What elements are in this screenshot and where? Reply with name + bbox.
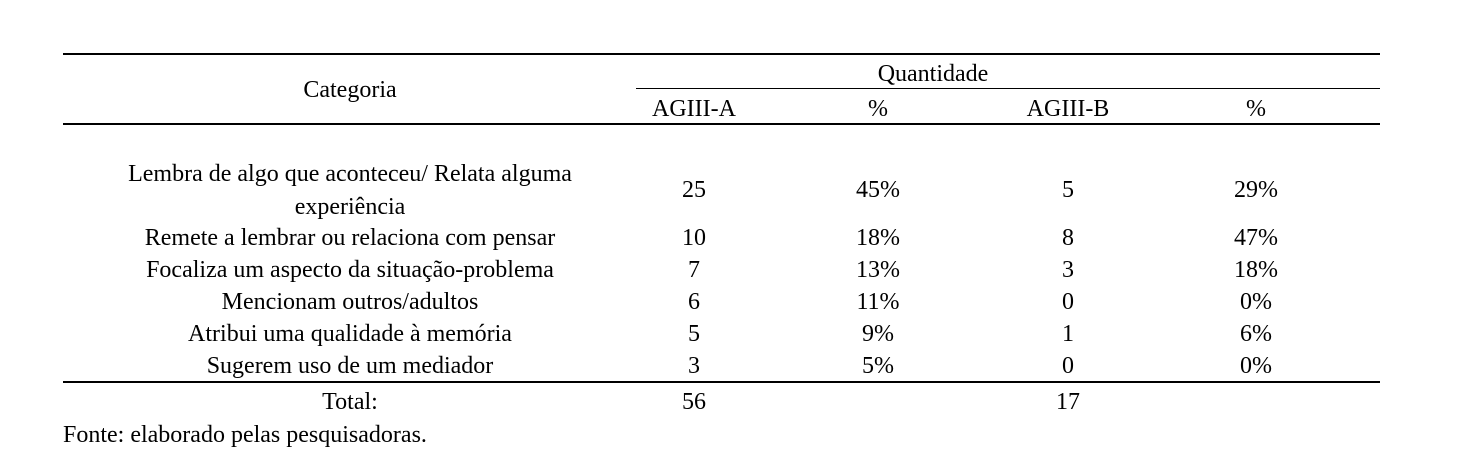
row-pct-b: 29% [1234, 177, 1278, 203]
total-label: Total: [322, 389, 378, 415]
source-note: Fonte: elaborado pelas pesquisadoras. [63, 422, 427, 448]
header-pct-b: % [1246, 96, 1266, 122]
row-category-cont: experiência [294, 194, 406, 220]
row-pct-a: 9% [862, 321, 894, 347]
row-pct-b: 0% [1240, 289, 1272, 315]
row-agiii-a: 5 [688, 321, 700, 347]
row-pct-a: 45% [856, 177, 900, 203]
header-categoria: Categoria [303, 77, 397, 103]
total-rule [63, 381, 1380, 383]
header-pct-a: % [868, 96, 888, 122]
row-pct-b: 47% [1234, 225, 1278, 251]
row-agiii-a: 10 [682, 225, 706, 251]
row-agiii-b: 0 [1062, 353, 1074, 379]
row-pct-a: 11% [856, 289, 900, 315]
header-bottom-rule [63, 123, 1380, 125]
row-agiii-b: 5 [1062, 177, 1074, 203]
row-agiii-a: 7 [688, 257, 700, 283]
header-quantidade: Quantidade [877, 61, 989, 87]
row-category: Focaliza um aspecto da situação-problema [146, 257, 554, 283]
row-category: Sugerem uso de um mediador [206, 353, 494, 379]
row-agiii-a: 3 [688, 353, 700, 379]
row-pct-b: 0% [1240, 353, 1272, 379]
row-category: Lembra de algo que aconteceu/ Relata alguma [128, 161, 572, 187]
quantidade-underline [636, 88, 1380, 89]
row-agiii-a: 25 [682, 177, 706, 203]
row-pct-a: 18% [856, 225, 900, 251]
row-category: Remete a lembrar ou relaciona com pensar [144, 225, 556, 251]
row-category: Mencionam outros/adultos [221, 289, 479, 315]
row-category: Atribui uma qualidade à memória [188, 321, 512, 347]
row-agiii-b: 0 [1062, 289, 1074, 315]
row-agiii-b: 1 [1062, 321, 1074, 347]
row-pct-b: 18% [1234, 257, 1278, 283]
row-agiii-a: 6 [688, 289, 700, 315]
row-agiii-b: 8 [1062, 225, 1074, 251]
total-agiii-a: 56 [682, 389, 706, 415]
total-agiii-b: 17 [1056, 389, 1080, 415]
header-agiii-a: AGIII-A [652, 96, 736, 122]
row-pct-a: 13% [856, 257, 900, 283]
top-rule [63, 53, 1380, 55]
header-agiii-b: AGIII-B [1026, 96, 1110, 122]
row-pct-a: 5% [862, 353, 894, 379]
row-agiii-b: 3 [1062, 257, 1074, 283]
row-pct-b: 6% [1240, 321, 1272, 347]
